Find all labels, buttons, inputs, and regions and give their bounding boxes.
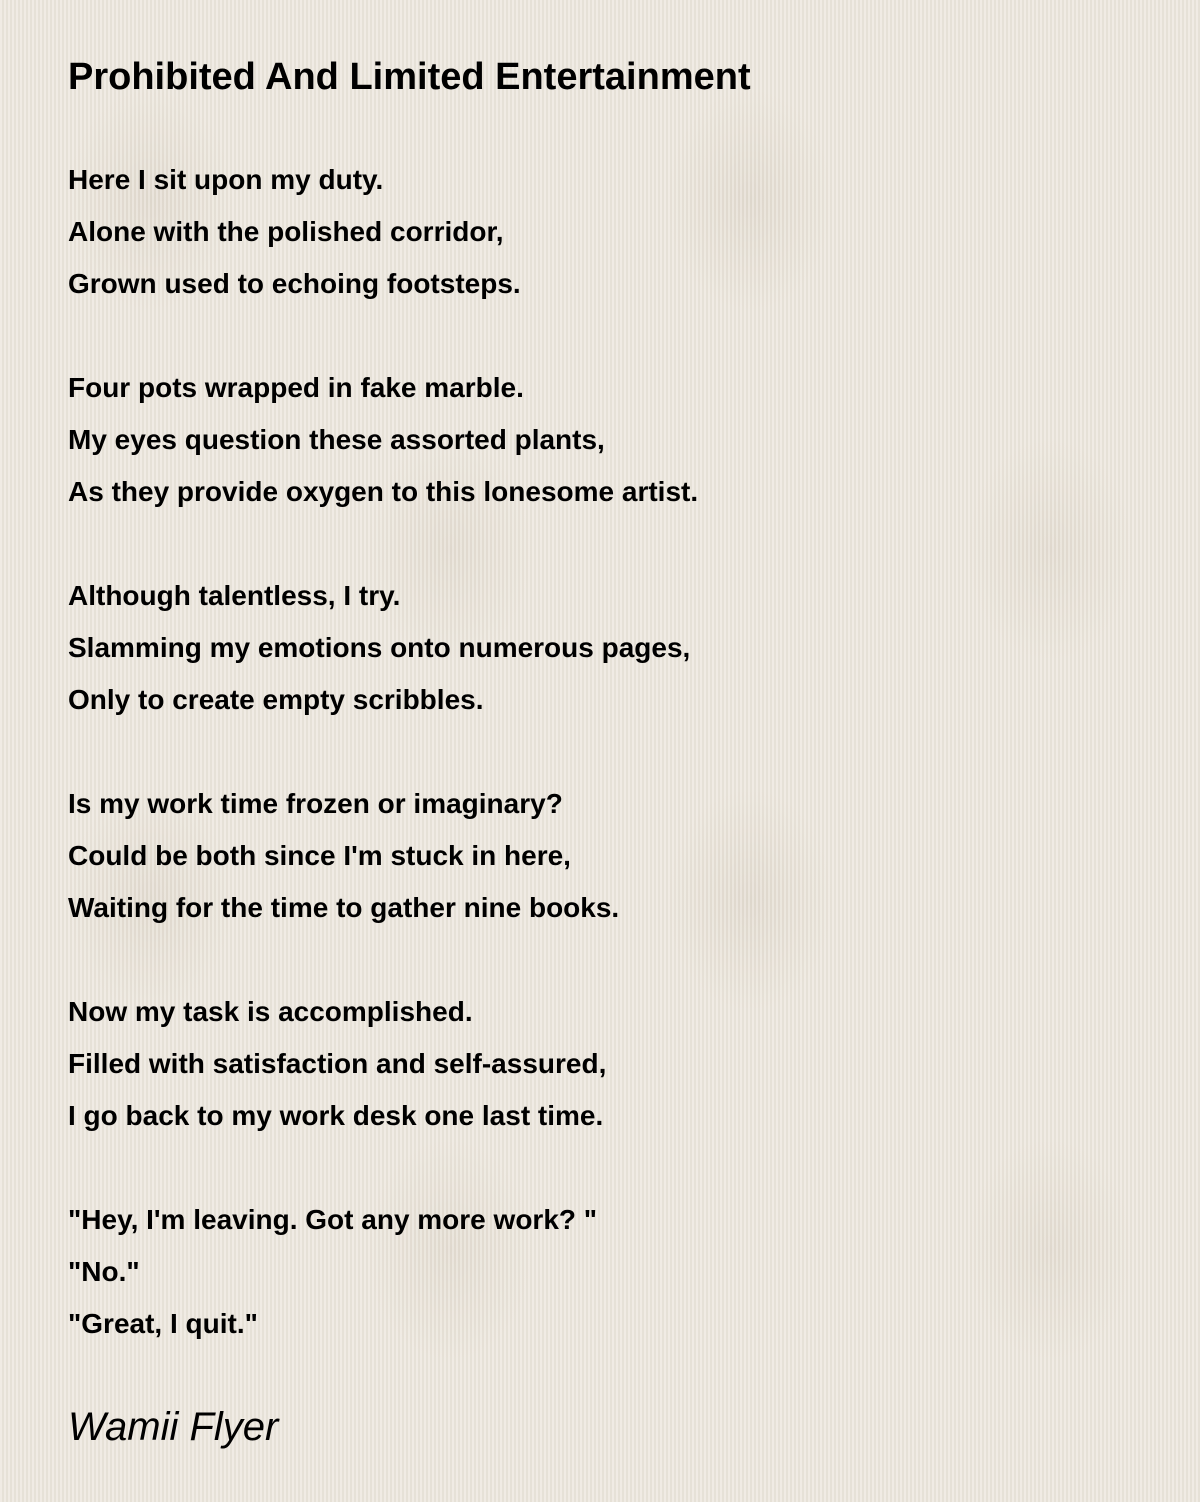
poem-line: Four pots wrapped in fake marble. (68, 372, 524, 403)
poem-line: "Hey, I'm leaving. Got any more work? " (68, 1204, 598, 1235)
poem-line: "No." (68, 1256, 140, 1287)
poem-line: As they provide oxygen to this lonesome artist. (68, 476, 699, 507)
poem-line: Could be both since I'm stuck in here, (68, 840, 571, 871)
stanza (68, 986, 1148, 1142)
poem-line: Waiting for the time to gather nine books. (68, 892, 620, 923)
stanza (68, 362, 1148, 518)
stanza (68, 778, 1148, 934)
poem-line: Slamming my emotions onto numerous pages, (68, 632, 691, 663)
poem-author: Wamii Flyer (68, 1405, 279, 1449)
poem-title: Prohibited And Limited Entertainment (68, 56, 751, 98)
poem-body (68, 154, 1148, 1350)
stanza (68, 154, 1148, 310)
poem-line: Here I sit upon my duty. (68, 164, 384, 195)
poem-line: Alone with the polished corridor, (68, 216, 504, 247)
poem-line: Is my work time frozen or imaginary? (68, 788, 563, 819)
poem-line: Although talentless, I try. (68, 580, 401, 611)
stanza (68, 570, 1148, 726)
poem-line: "Great, I quit." (68, 1308, 258, 1339)
stanza (68, 1194, 1148, 1350)
poem-page (68, 52, 1148, 1452)
poem-line: Filled with satisfaction and self-assured, (68, 1048, 607, 1079)
poem-line: Only to create empty scribbles. (68, 684, 484, 715)
poem-line: Grown used to echoing footsteps. (68, 268, 521, 299)
poem-line: Now my task is accomplished. (68, 996, 473, 1027)
poem-line: My eyes question these assorted plants, (68, 424, 605, 455)
poem-line: I go back to my work desk one last time. (68, 1100, 604, 1131)
